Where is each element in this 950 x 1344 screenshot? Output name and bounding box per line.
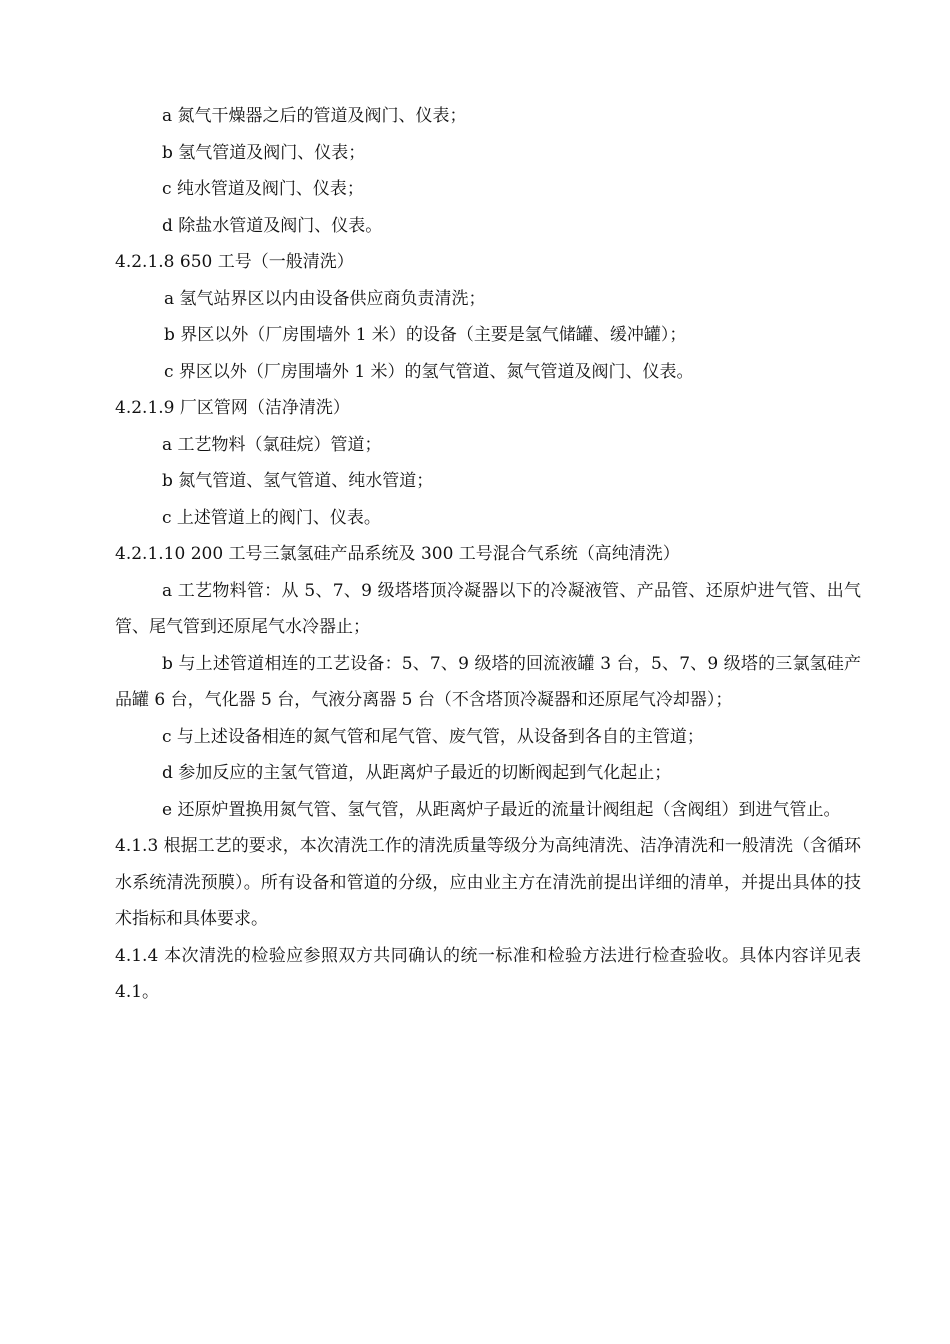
list-item: a 工艺物料（氯硅烷）管道；: [162, 434, 382, 455]
list-item: a 氢气站界区以内由设备供应商负责清洗；: [164, 288, 486, 309]
list-item: c 纯水管道及阀门、仪表；: [162, 179, 364, 199]
section-heading: 4.2.1.10 200 工号三氯氢硅产品系统及 300 工号混合气系统（高纯清洗）: [115, 544, 680, 564]
section-heading: 4.2.1.8 650 工号（一般清洗）: [115, 252, 354, 272]
paragraph: 4.1.4 本次清洗的检验应参照双方共同确认的统一标准和检验方法进行检查验收。具体内容详见表 4.1。: [115, 945, 861, 1002]
paragraph: b 与上述管道相连的工艺设备：5、7、9 级塔的回流液罐 3 台，5、7、9 级塔的三氯氢硅产品罐 6 台，气化器 5 台，气液分离器 5 台（不含塔顶冷凝器和还原尾气冷却器）；: [115, 653, 861, 710]
document-body: [115, 98, 861, 1011]
paragraph: d 参加反应的主氢气管道，从距离炉子最近的切断阀起到气化起止；: [162, 763, 672, 783]
paragraph: e 还原炉置换用氮气管、氢气管，从距离炉子最近的流量计阀组起（含阀组）到进气管止。: [162, 799, 841, 820]
list-item: b 界区以外（厂房围墙外 1 米）的设备（主要是氢气储罐、缓冲罐）；: [164, 325, 687, 345]
list-item: b 氢气管道及阀门、仪表；: [162, 142, 366, 163]
list-item: d 除盐水管道及阀门、仪表。: [162, 215, 383, 236]
list-item: c 上述管道上的阀门、仪表。: [162, 507, 381, 528]
paragraph: 4.1.3 根据工艺的要求，本次清洗工作的清洗质量等级分为高纯清洗、洁净清洗和一般清洗（含循环水系统清洗预膜）。所有设备和管道的分级，应由业主方在清洗前提出详细的清单，并提出具体的技术指标和具体要求。: [115, 836, 861, 929]
list-item: b 氮气管道、氢气管道、纯水管道；: [162, 471, 434, 491]
list-item: c 界区以外（厂房围墙外 1 米）的氢气管道、氮气管道及阀门、仪表。: [164, 361, 694, 382]
section-heading: 4.2.1.9 厂区管网（洁净清洗）: [115, 398, 350, 418]
list-item: a 氮气干燥器之后的管道及阀门、仪表；: [162, 106, 467, 126]
paragraph: a 工艺物料管：从 5、7、9 级塔塔顶冷凝器以下的冷凝液管、产品管、还原炉进气管、出气管、尾气管到还原尾气水冷器止；: [115, 580, 861, 637]
paragraph: c 与上述设备相连的氮气管和尾气管、废气管，从设备到各自的主管道；: [162, 726, 704, 747]
